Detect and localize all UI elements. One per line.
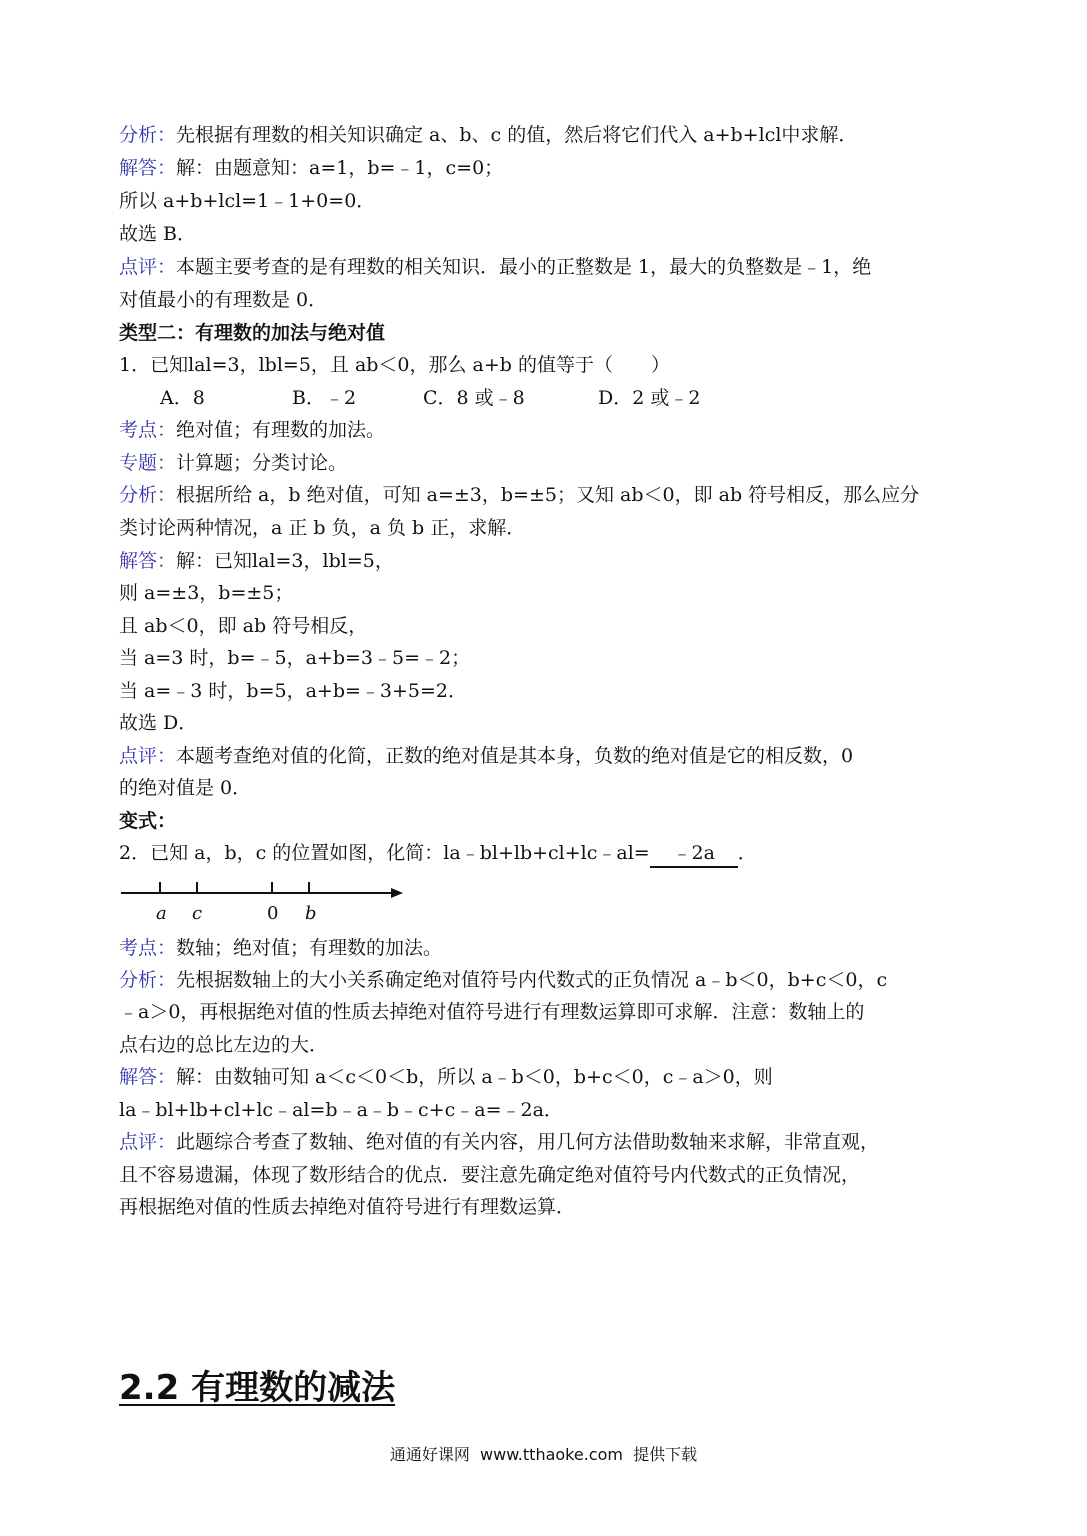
analysis-label: 分析： [119,969,177,991]
solution-line: 故选 B． [119,223,197,245]
answer-text: 解：由题意知：a=1，b=﹣1，c=0； [176,157,504,179]
comment-line: 对值最小的有理数是 0． [119,289,328,311]
question-1: 1．已知lal=3，lbl=5，且 ab＜0，那么 a+b 的值等于（ ） [119,354,671,376]
analysis-text: 根据所给 a，b 绝对值，可知 a=±3，b=±5；又知 ab＜0，即 ab 符号相反，那么应分 [176,484,920,506]
comment-line [119,252,871,282]
comment-line: 再根据绝对值的性质去掉绝对值符号进行有理数运算． [119,1196,576,1218]
comment-text: 本题考查绝对值的化简，正数的绝对值是其本身，负数的绝对值是它的相反数，0 [176,745,854,767]
comment-line: 的绝对值是 0． [119,777,252,799]
solution-line: 则 a=±3，b=±5； [119,582,294,604]
label-a: a [156,903,167,924]
analysis-text: 先根据有理数的相关知识确定 a、b、c 的值，然后将它们代入 a+b+lcl中求解． [176,124,858,146]
question-2-text: 2．已知 a，b，c 的位置如图，化简：la﹣bl+lb+cl+lc﹣al= [119,842,650,864]
solution-line: 所以 a+b+lcl=1﹣1+0=0． [119,190,376,212]
choice-d: D．2 或﹣2 [598,387,701,409]
comment-text: 此题综合考查了数轴、绝对值的有关内容，用几何方法借助数轴来求解，非常直观， [176,1131,880,1153]
analysis-label: 分析： [119,484,177,506]
footer-text: 通通好课网 www.tthaoke.com 提供下载 [389,1445,698,1464]
comment-line [119,741,853,771]
question-2 [119,838,757,868]
number-line-figure [119,873,419,933]
answer-line [119,153,503,183]
analysis-line: 点右边的总比左边的大． [119,1034,329,1056]
analysis-line: 类讨论两种情况，a 正 b 负，a 负 b 正，求解． [119,517,526,539]
answer-label: 解答： [119,157,177,179]
kaodian-line [119,415,385,445]
analysis-line [119,480,919,510]
solution-line: 当 a=﹣3 时，b=5，a+b=﹣3+5=2． [119,680,468,702]
analysis-line: ﹣a＞0，再根据绝对值的性质去掉绝对值符号进行有理数运算即可求解．注意：数轴上的 [119,1001,865,1023]
choice-b: B．﹣2 [292,387,357,409]
analysis-line [119,120,857,150]
comment-line [119,1127,879,1157]
kaodian-text: 数轴；绝对值；有理数的加法。 [176,937,443,959]
analysis-line [119,965,887,995]
label-c: c [192,903,203,924]
choice-a: A．8 [160,387,205,409]
solution-line: la﹣bl+lb+cl+lc﹣al=b﹣a﹣b﹣c+c﹣a=﹣2a． [119,1099,563,1121]
comment-text: 本题主要考查的是有理数的相关知识．最小的正整数是 1，最大的负整数是﹣1，绝 [176,256,872,278]
section-heading: 2.2 有理数的减法 [119,1368,396,1408]
kaodian-line [119,933,442,963]
choices-row [160,383,700,413]
label-b: b [305,903,317,924]
kaodian-text: 绝对值；有理数的加法。 [176,419,386,441]
kaodian-label: 考点： [119,937,177,959]
answer-blank: ﹣2a [650,840,738,868]
analysis-label: 分析： [119,124,177,146]
zhuanti-text: 计算题；分类讨论。 [176,452,348,474]
solution-line: 当 a=3 时，b=﹣5，a+b=3﹣5=﹣2； [119,647,471,669]
answer-text: 解：由数轴可知 a＜c＜0＜b，所以 a﹣b＜0，b+c＜0，c﹣a＞0，则 [176,1066,773,1088]
answer-text: 解：已知lal=3，lbl=5， [176,550,394,572]
choice-c: C．8 或﹣8 [423,387,525,409]
comment-line: 且不容易遗漏，体现了数形结合的优点．要注意先确定绝对值符号内代数式的正负情况， [119,1164,861,1186]
comment-label: 点评： [119,1131,177,1153]
section-title: 类型二：有理数的加法与绝对值 [119,322,386,344]
answer-line [119,546,394,576]
comment-label: 点评： [119,745,177,767]
comment-label: 点评： [119,256,177,278]
question-2-suffix: ． [737,842,757,864]
answer-label: 解答： [119,550,177,572]
answer-line [119,1062,773,1092]
zhuanti-line [119,448,347,478]
label-0: 0 [267,903,279,924]
zhuanti-label: 专题： [119,452,177,474]
answer-label: 解答： [119,1066,177,1088]
arrow-head-icon [391,888,403,898]
solution-line: 故选 D． [119,712,198,734]
solution-line: 且 ab＜0，即 ab 符号相反， [119,615,368,637]
variant-title: 变式： [119,810,177,832]
kaodian-label: 考点： [119,419,177,441]
analysis-text: 先根据数轴上的大小关系确定绝对值符号内代数式的正负情况 a﹣b＜0，b+c＜0，c [176,969,888,991]
